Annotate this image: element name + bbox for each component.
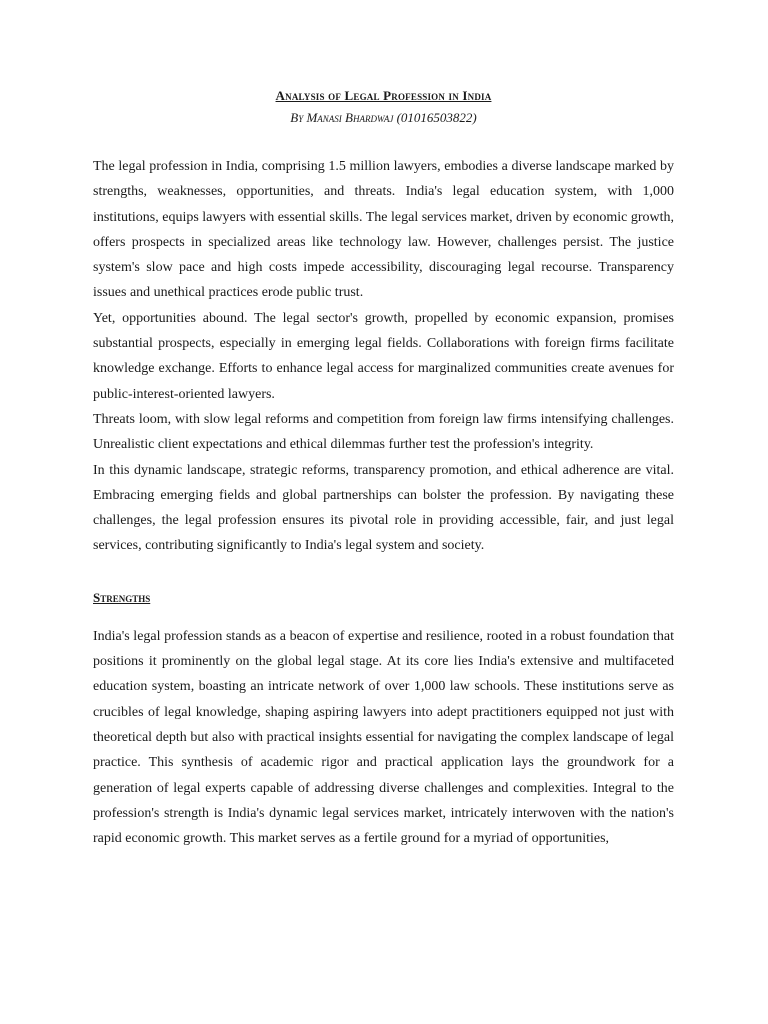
intro-paragraph-2: Yet, opportunities abound. The legal sector's growth, propelled by economic expansion, promises substantial prospects, especially in emerging legal fields. Collaborations with foreign firms facilitate knowledge exchange. Efforts to enhance legal access for marginalized communities create avenues for public-interest-oriented lawyers.: [93, 310, 674, 402]
document-byline: By Manasi Bhardwaj (01016503822): [290, 110, 477, 125]
intro-section: [93, 154, 674, 559]
strengths-heading: Strengths: [93, 589, 151, 605]
document-title: Analysis of Legal Profession in India: [275, 88, 492, 103]
strengths-paragraph: India's legal profession stands as a beacon of expertise and resilience, rooted in a robust foundation that positions it prominently on the global legal stage. At its core lies India's extensive and multifaceted education system, boasting an intricate network of over 1,000 law schools. These institutions serve as crucibles of legal knowledge, shaping aspiring lawyers into adept practitioners equipped not just with theoretical depth but also with practical insights essential for navigating the complex landscape of legal practice. This synthesis of academic rigor and practical application lays the groundwork for a generation of legal experts capable of addressing diverse challenges and complexities. Integral to the profession's strength is India's dynamic legal services market, intricately interwoven with the nation's rapid economic growth. This market serves as a fertile ground for a myriad of opportunities,: [93, 628, 674, 847]
intro-paragraph-3: Threats loom, with slow legal reforms and competition from foreign law firms intensifying challenges. Unrealistic client expectations and ethical dilemmas further test the profession's integrity.: [93, 411, 674, 453]
intro-paragraph-1: The legal profession in India, comprising 1.5 million lawyers, embodies a diverse landscape marked by strengths, weaknesses, opportunities, and threats. India's legal education system, with 1,000 institutions, equips lawyers with essential skills. The legal services market, driven by economic growth, offers prospects in specialized areas like technology law. However, challenges persist. The justice system's slow pace and high costs impede accessibility, discouraging legal recourse. Transparency issues and unethical practices erode public trust.: [93, 159, 675, 301]
intro-paragraph-4: In this dynamic landscape, strategic reforms, transparency promotion, and ethical adherence are vital. Embracing emerging fields and global partnerships can bolster the profession. By navigating these challenges, the legal profession ensures its pivotal role in providing accessible, fair, and just legal services, contributing significantly to India's legal system and society.: [93, 462, 674, 554]
